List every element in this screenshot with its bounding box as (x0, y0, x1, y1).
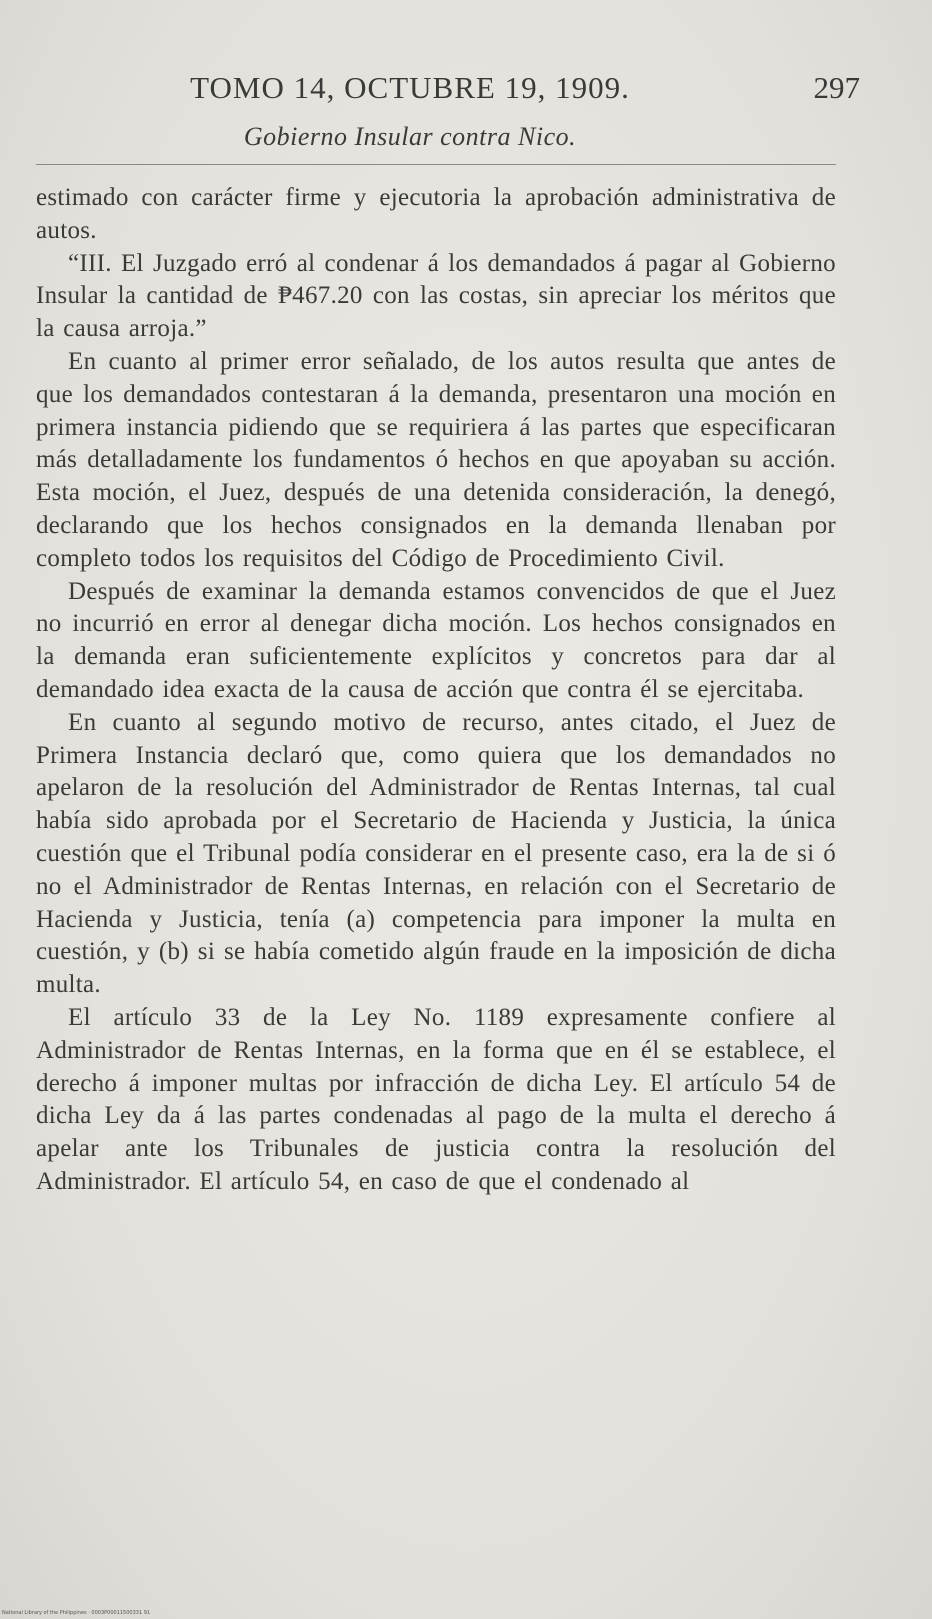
running-head (40, 70, 860, 110)
paragraph: En cuanto al segundo motivo de recurso, antes citado, el Juez de Primera Instancia declaró que, como quiera que los demandados no apelaron de la resolución del Administrador de Rentas Internas, tal cual había sido aprobada por el Secretario de Hacienda y Justicia, la única cuestión que el Tribunal podía considerar en el presente caso, era la de si ó no el Administrador de Rentas Internas, en relación con el Secretario de Hacienda y Justicia, tenía (a) competencia para imponer la multa en cuestión, y (b) si se había cometido algún fraude en la imposición de dicha multa. (36, 708, 836, 999)
body-text (36, 182, 836, 1199)
header-rule (36, 164, 836, 165)
paragraph: Después de examinar la demanda estamos convencidos de que el Juez no incurrió en error al denegar dicha moción. Los hechos consignados en la demanda eran suficientemente explícitos y concretos para dar al demandado idea exacta de la causa de acción que contra él se ejercitaba. (36, 577, 836, 703)
paragraph: En cuanto al primer error señalado, de los autos resulta que antes de que los demandados contestaran á la demanda, presentaron una moción en primera instancia pidiendo que se requiriera á las partes que especificaran más detalladamente los fundamentos ó hechos en que apoyaban su acción. Esta moción, el Juez, después de una detenida consideración, la denegó, declarando que los hechos consignados en la demanda llenaban por completo todos los requisitos del Código de Procedimiento Civil. (36, 347, 836, 572)
paragraph-quoted-error: “III. El Juzgado erró al condenar á los demandados á pagar al Gobierno Insular la cantidad de ₱467.20 con las costas, sin apreciar los méritos que la causa arroja.” (36, 249, 836, 343)
case-title: Gobierno Insular contra Nico. (243, 122, 577, 151)
footer-credit: National Library of the Philippines · 0003P00011500331 91 (2, 1610, 151, 1616)
paragraph: El artículo 33 de la Ley No. 1189 expresamente confiere al Administrador de Rentas Internas, en la forma que en él se establece, el derecho á imponer multas por infracción de dicha Ley. El artículo 54 de dicha Ley da á las partes condenadas al pago de la multa el derecho á apelar ante los Tribunales de justicia contra la resolución del Administrador. El artículo 54, en caso de que el condenado al (36, 1003, 836, 1195)
page-number: 297 (813, 70, 860, 105)
running-title: TOMO 14, OCTUBRE 19, 1909. (190, 70, 630, 105)
paragraph-continuation: estimado con carácter firme y ejecutoria la aprobación administrativa de autos. (36, 184, 836, 244)
